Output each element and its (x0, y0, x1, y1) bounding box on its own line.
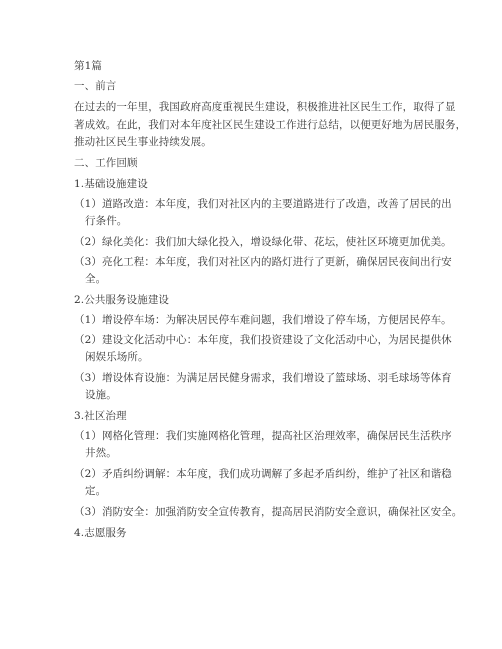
list-item-line: 闲娱乐场所。 (85, 351, 149, 363)
subsection-heading: 4.志愿服务 (74, 527, 127, 539)
part-label: 第1篇 (74, 60, 102, 72)
list-item-line: （2）绿化美化：我们加大绿化投入，增设绿化带、花坛，使社区环境更加优美。 (74, 236, 452, 248)
paragraph-line: 在过去的一年里，我国政府高度重视民生建设，积极推进社区民生工作，取得了显 (74, 101, 456, 113)
paragraph-line: 推动社区民生事业持续发展。 (74, 136, 212, 148)
list-item-line: 定。 (85, 485, 107, 497)
list-item-line: 全。 (85, 273, 107, 285)
list-item-line: （3）增设体育设施：为满足居民健身需求，我们增设了篮球场、羽毛球场等体育 (74, 372, 452, 384)
list-item-line: （1）网格化管理：我们实施网格化管理，提高社区治理效率，确保居民生活秩序 (74, 430, 452, 442)
section-title-preface: 一、前言 (74, 80, 117, 92)
list-item-line: （2）建设文化活动中心：本年度，我们投资建设了文化活动中心，为居民提供休 (74, 334, 452, 346)
subsection-heading: 1.基础设施建设 (74, 178, 148, 190)
list-item-line: （2）矛盾纠纷调解：本年度，我们成功调解了多起矛盾纠纷，维护了社区和谐稳 (74, 468, 452, 480)
subsection-heading: 3.社区治理 (74, 410, 127, 422)
subsection-heading: 2.公共服务设施建设 (74, 294, 170, 306)
section-title-review: 二、工作回顾 (74, 157, 138, 169)
list-item-line: （3）亮化工程：本年度，我们对社区内的路灯进行了更新，确保居民夜间出行安 (74, 256, 452, 268)
list-item-line: （3）消防安全：加强消防安全宣传教育，提高居民消防安全意识，确保社区安全。 (74, 506, 463, 518)
paragraph-line: 著成效。在此，我们对本年度社区民生建设工作进行总结，以便更好地为居民服务， (74, 119, 467, 131)
list-item-line: （1）道路改造：本年度，我们对社区内的主要道路进行了改造，改善了居民的出 (74, 198, 452, 210)
list-item-line: 井然。 (85, 447, 117, 459)
list-item-line: 行条件。 (85, 215, 128, 227)
list-item-line: 设施。 (85, 389, 117, 401)
list-item-line: （1）增设停车场：为解决居民停车难问题，我们增设了停车场，方便居民停车。 (74, 314, 452, 326)
